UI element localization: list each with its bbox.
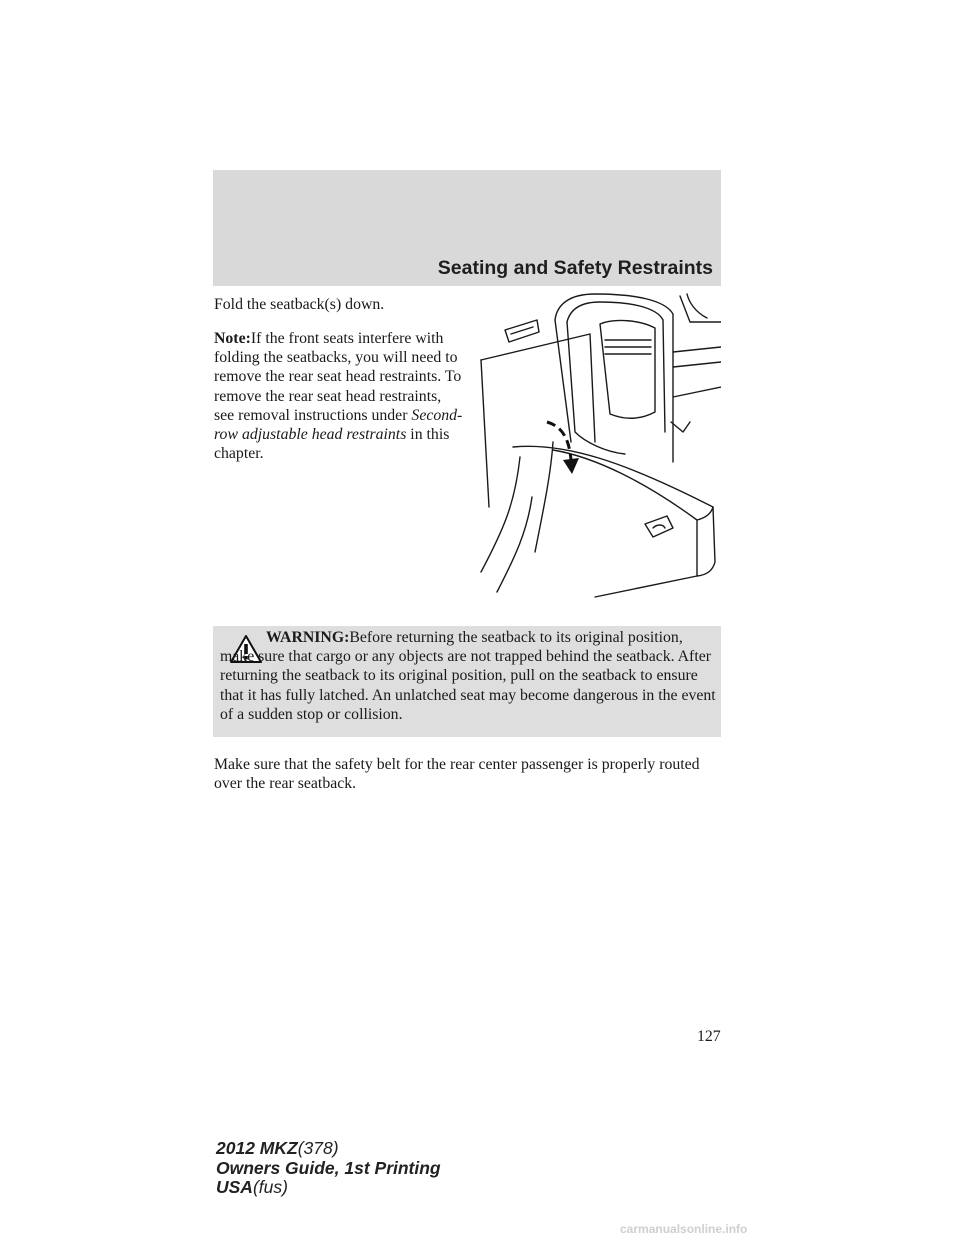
footer-model: 2012 MKZ bbox=[216, 1138, 298, 1158]
warning-body: Before returning the seatback to its original position, make sure that cargo or any objects are not trapped behind the seatback. After returning the seatback to its original position, pull on the seatback to ensure that it has fully latched. An unlatched seat may become dangerous in the event of a sudden stop or collision. bbox=[220, 629, 716, 723]
warning-label: WARNING: bbox=[266, 629, 350, 646]
note-reference: Second-row adjustable head restraints bbox=[214, 406, 463, 444]
footer-line-3 bbox=[216, 1178, 441, 1198]
section-title: Seating and Safety Restraints bbox=[437, 257, 713, 279]
header-band bbox=[213, 170, 721, 286]
page-number: 127 bbox=[697, 1028, 721, 1045]
footer-line-2 bbox=[216, 1159, 441, 1179]
note-label: Note: bbox=[214, 330, 251, 347]
footer bbox=[216, 1139, 441, 1198]
fold-instruction: Fold the seatback(s) down. bbox=[214, 296, 385, 313]
seatback-fold-illustration bbox=[475, 292, 721, 600]
warning-box bbox=[213, 626, 721, 737]
footer-line-1 bbox=[216, 1139, 441, 1159]
warning-text bbox=[220, 628, 716, 724]
footer-printing: Owners Guide, 1st Printing bbox=[216, 1157, 441, 1178]
footer-region: USA bbox=[216, 1177, 253, 1197]
note-text-1: If the front seats interfere with folding the seatbacks, you will need to remove the rear seat head restraints. To remove the rear seat head restraints, see removal instructions under bbox=[214, 330, 462, 424]
footer-model-code: (378) bbox=[297, 1138, 339, 1158]
footer-region-code: (fus) bbox=[252, 1177, 288, 1197]
watermark: carmanualsonline.info bbox=[620, 1222, 748, 1236]
note-paragraph bbox=[214, 329, 464, 463]
note-text-2: in this chapter. bbox=[214, 426, 450, 463]
center-belt-paragraph: Make sure that the safety belt for the rear center passenger is properly routed over the rear seatback. bbox=[214, 756, 700, 793]
